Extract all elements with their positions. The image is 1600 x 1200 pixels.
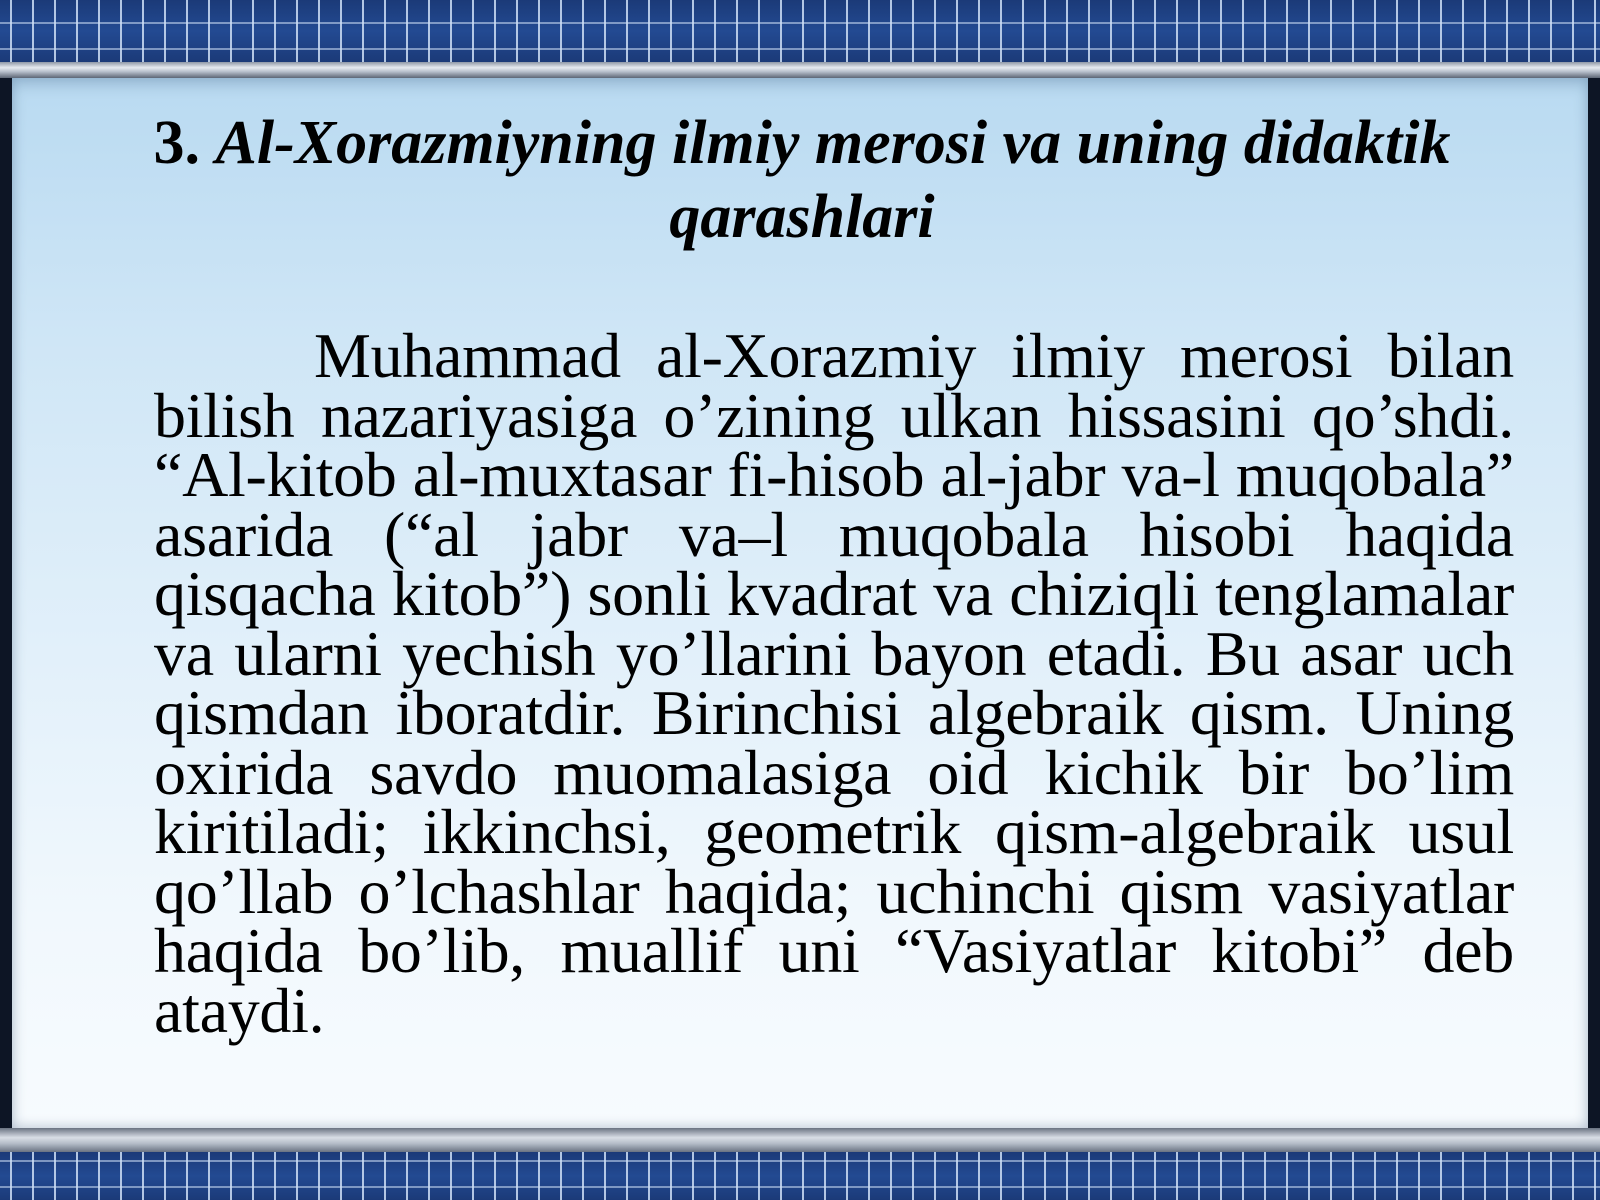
title-text: Al-Xorazmiyning ilmiy merosi va uning didaktik qarashlari [215, 109, 1451, 251]
title-number: 3. [153, 109, 200, 177]
slide-title [102, 106, 1502, 254]
bottom-pattern-border [0, 1152, 1600, 1200]
bottom-frame-rail [0, 1128, 1600, 1152]
top-pattern-border [0, 0, 1600, 62]
body-paragraph: Muhammad al-Xorazmiy ilmiy merosi bilan bilish nazariyasiga o’zining ulkan hissasini qo’shdi. “Al-kitob al-muxtasar fi-hisob al-jabr va-l muqobala” asarida (“al jabr va–l muqobala hisobi haqida qisqacha kitob”) sonli kvadrat va chiziqli tenglamalar va ularni yechish yo’llarini bayon etadi. Bu asar uch qismdan iboratdir. Birinchisi algebraik qism. Uning oxirida savdo muomalasiga oid kichik bir bo’lim kiritiladi; ikkinchsi, geometrik qism-algebraik usul qo’llab o’lchashlar haqida; uchinchi qism vasiyatlar haqida bo’lib, muallif uni “Vasiyatlar kitobi” deb ataydi. [154, 320, 1514, 1046]
top-frame-rail [0, 62, 1600, 78]
content-panel [12, 78, 1588, 1128]
